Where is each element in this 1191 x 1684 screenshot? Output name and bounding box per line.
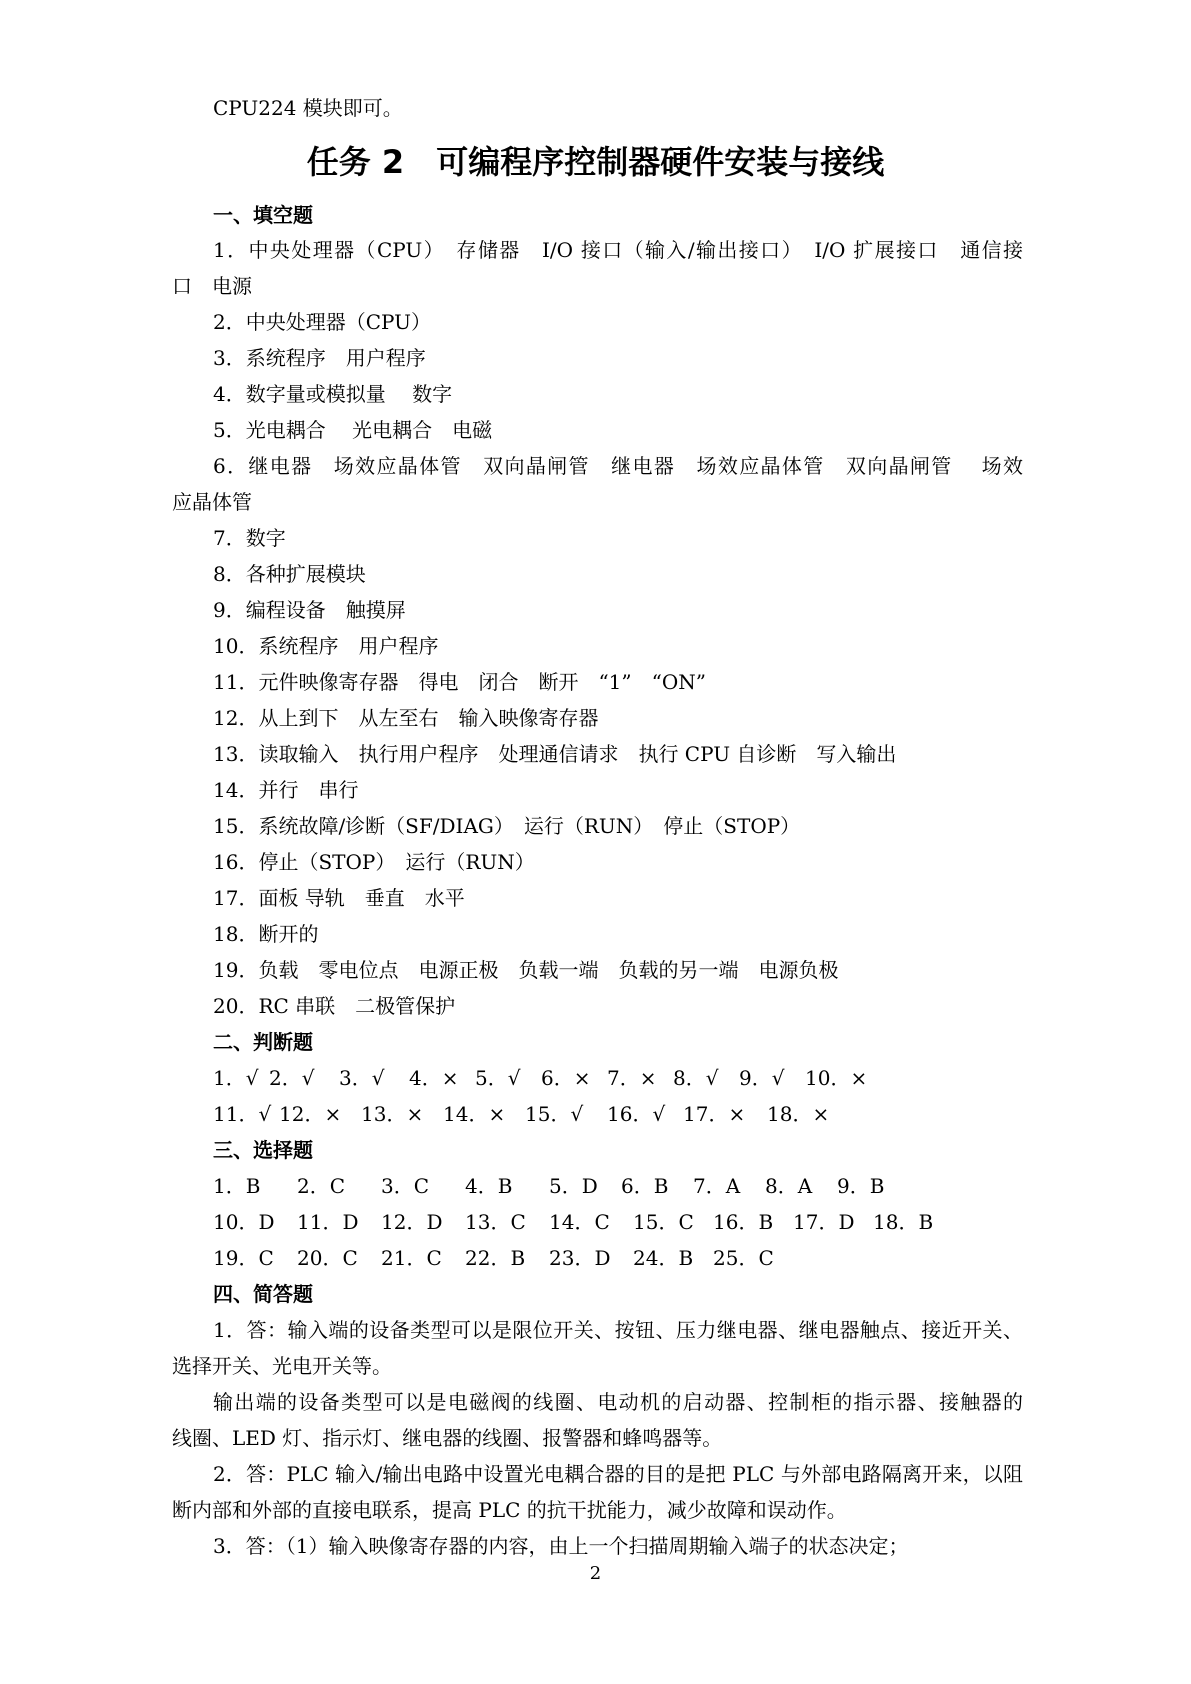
true-false-row-1: [213, 1066, 867, 1090]
answer-line: 17．面板 导轨 垂直 水平: [213, 886, 465, 910]
page-number: 2: [589, 1563, 602, 1584]
answer-cell: 18．B: [873, 1210, 934, 1234]
answer-cell: 8．A: [765, 1174, 813, 1198]
answer-cell: 23．D: [549, 1246, 611, 1270]
answer-cell: 10．×: [805, 1066, 868, 1090]
answer-paragraph-line: 选择开关、光电开关等。: [172, 1354, 392, 1378]
answer-cell: 12．D: [381, 1210, 443, 1234]
answer-cell: 3．√: [339, 1066, 385, 1090]
answer-paragraph-line: 输出端的设备类型可以是电磁阀的线圈、电动机的启动器、控制柜的指示器、接触器的: [213, 1390, 1023, 1414]
answer-line: 5．光电耦合 光电耦合 电磁: [213, 418, 493, 442]
answer-line: 7．数字: [213, 526, 286, 550]
answer-paragraph-line: 线圈、LED 灯、指示灯、继电器的线圈、报警器和蜂鸣器等。: [172, 1426, 723, 1450]
answer-line: 3．系统程序 用户程序: [213, 346, 426, 370]
answer-cell: 22．B: [465, 1246, 526, 1270]
page-title: 任务 2 可编程序控制器硬件安装与接线: [306, 143, 885, 181]
answer-cell: 4．B: [465, 1174, 513, 1198]
answer-line: 15．系统故障/诊断（SF/DIAG） 运行（RUN） 停止（STOP）: [213, 814, 801, 838]
answer-cell: 3．C: [381, 1174, 430, 1198]
answer-cell: 9．B: [837, 1174, 885, 1198]
answer-cell: 2．√: [269, 1066, 315, 1090]
section-heading-multiple-choice: 三、选择题: [213, 1138, 313, 1162]
answer-cell: 4．×: [409, 1066, 459, 1090]
intro-line: CPU224 模块即可。: [213, 96, 403, 120]
answer-cell: 7．A: [693, 1174, 741, 1198]
answer-cell: 1．√: [213, 1066, 259, 1090]
answer-line: 口 电源: [172, 274, 252, 298]
answer-paragraph-line: 3．答：（1）输入映像寄存器的内容，由上一个扫描周期输入端子的状态决定；: [213, 1534, 909, 1558]
choice-row-3: [213, 1246, 774, 1270]
answer-line: 18．断开的: [213, 922, 319, 946]
answer-paragraph-line: 1．答：输入端的设备类型可以是限位开关、按钮、压力继电器、继电器触点、接近开关、: [213, 1318, 1023, 1342]
answer-cell: 7．×: [607, 1066, 657, 1090]
answer-cell: 10．D: [213, 1210, 275, 1234]
answer-cell: 15．C: [633, 1210, 694, 1234]
answer-cell: 11．D: [297, 1210, 359, 1234]
answer-cell: 19．C: [213, 1246, 274, 1270]
answer-cell: 21．C: [381, 1246, 442, 1270]
answer-cell: 16．B: [713, 1210, 774, 1234]
answer-cell: 8．√: [673, 1066, 719, 1090]
answer-cell: 15．√: [525, 1102, 584, 1126]
answer-cell: 13．×: [361, 1102, 424, 1126]
answer-cell: 2．C: [297, 1174, 346, 1198]
answer-line: 20．RC 串联 二极管保护: [213, 994, 456, 1018]
choice-row-1: [213, 1174, 884, 1198]
answer-line: 1．中央处理器（CPU） 存储器 I/O 接口（输入/输出接口） I/O 扩展接口 通信接: [213, 238, 1023, 262]
answer-cell: 24．B: [633, 1246, 694, 1270]
answer-cell: 25．C: [713, 1246, 774, 1270]
answer-cell: 5．D: [549, 1174, 598, 1198]
answer-line: 13．读取输入 执行用户程序 处理通信请求 执行 CPU 自诊断 写入输出: [213, 742, 897, 766]
answer-line: 应晶体管: [172, 490, 252, 514]
section-heading-fill-blank: 一、填空题: [213, 203, 313, 227]
answer-paragraph-line: 断内部和外部的直接电联系，提高 PLC 的抗干扰能力，减少故障和误动作。: [172, 1498, 847, 1522]
answer-line: 6．继电器 场效应晶体管 双向晶闸管 继电器 场效应晶体管 双向晶闸管 场效: [213, 454, 1023, 478]
answer-cell: 13．C: [465, 1210, 526, 1234]
answer-line: 14．并行 串行: [213, 778, 359, 802]
answer-cell: 14．×: [443, 1102, 506, 1126]
answer-line: 4．数字量或模拟量 数字: [213, 382, 453, 406]
true-false-row-2: [213, 1102, 829, 1126]
answer-line: 11．元件映像寄存器 得电 闭合 断开 “1” “ON”: [213, 670, 706, 694]
answer-cell: 12．×: [279, 1102, 342, 1126]
answer-line: 16．停止（STOP） 运行（RUN）: [213, 850, 535, 874]
answer-line: 9．编程设备 触摸屏: [213, 598, 406, 622]
answer-cell: 17．D: [793, 1210, 855, 1234]
answer-cell: 16．√: [607, 1102, 666, 1126]
section-heading-true-false: 二、判断题: [213, 1030, 313, 1054]
answer-line: 19．负载 零电位点 电源正极 负载一端 负载的另一端 电源负极: [213, 958, 839, 982]
section-heading-short-answer: 四、简答题: [213, 1282, 313, 1306]
answer-line: 10．系统程序 用户程序: [213, 634, 439, 658]
answer-cell: 1．B: [213, 1174, 261, 1198]
answer-cell: 18．×: [767, 1102, 830, 1126]
answer-line: 8．各种扩展模块: [213, 562, 366, 586]
answer-cell: 5．√: [475, 1066, 521, 1090]
answer-cell: 11．√: [213, 1102, 272, 1126]
answer-paragraph-line: 2．答：PLC 输入/输出电路中设置光电耦合器的目的是把 PLC 与外部电路隔离开来，以阻: [213, 1462, 1023, 1486]
choice-row-2: [213, 1210, 933, 1234]
answer-cell: 20．C: [297, 1246, 358, 1270]
answer-cell: 17．×: [683, 1102, 746, 1126]
answer-cell: 9．√: [739, 1066, 785, 1090]
answer-cell: 6．B: [621, 1174, 669, 1198]
answer-cell: 6．×: [541, 1066, 591, 1090]
answer-cell: 14．C: [549, 1210, 610, 1234]
answer-line: 2．中央处理器（CPU）: [213, 310, 431, 334]
answer-line: 12．从上到下 从左至右 输入映像寄存器: [213, 706, 599, 730]
